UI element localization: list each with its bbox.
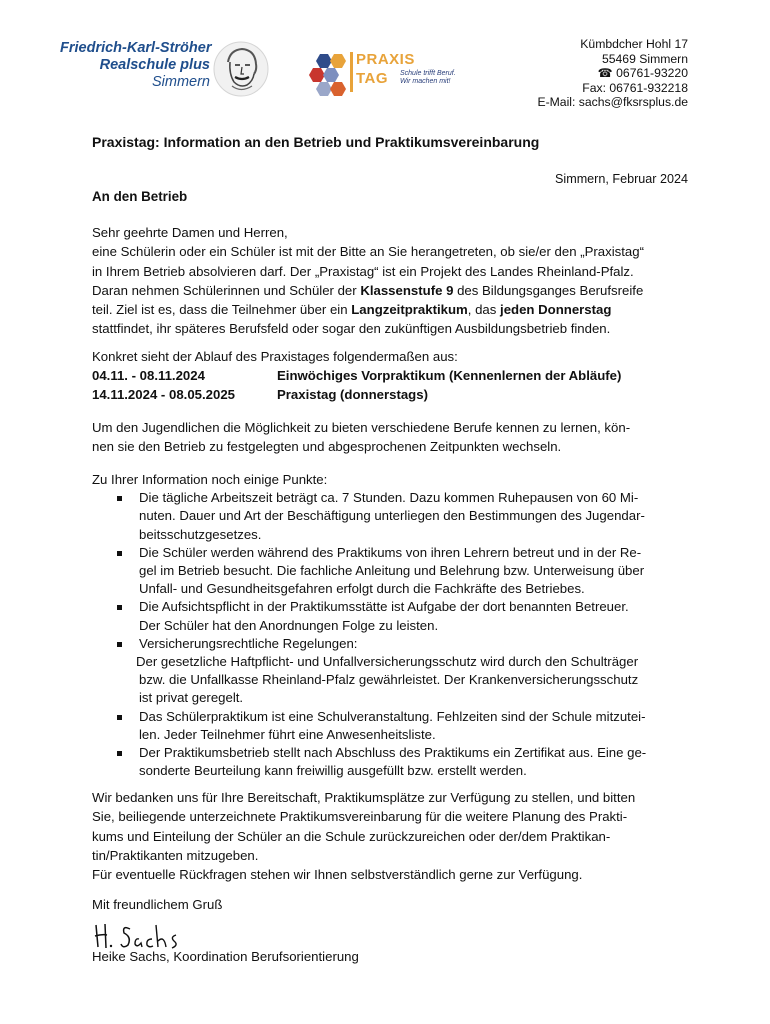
school-address	[537, 37, 688, 110]
intro-paragraph	[92, 223, 692, 339]
bullet-square-icon	[117, 551, 122, 556]
closing-line-3: kums und Einteilung der Schüler an die Schule zurückzureichen oder der/dem Praktikan-	[92, 828, 611, 844]
long-term-internship-emphasis: Langzeitpraktikum	[351, 302, 468, 318]
hexagon-cluster-icon	[308, 48, 350, 96]
bullet-square-icon	[117, 496, 122, 501]
school-logo	[60, 40, 210, 91]
point-line: Das Schülerpraktikum ist eine Schulveranstaltung. Fehlzeiten sind der Schule mitzutei-	[139, 708, 646, 724]
tag-word: TAG	[356, 70, 389, 87]
schedule-row	[92, 385, 621, 404]
list-item	[92, 744, 687, 780]
point-line: Die Aufsichtspflicht in der Praktikumsstätte ist Aufgabe der dort benannten Betreuer.	[139, 599, 629, 615]
point-line: Der Schüler hat den Anordnungen Folge zu leisten.	[139, 617, 439, 633]
intro-line-1: eine Schülerin oder ein Schüler ist mit der Bitte an Sie herangetreten, ob sie/er den „Praxistag“	[92, 244, 644, 260]
portrait-sketch-icon	[212, 40, 270, 98]
list-item	[92, 708, 687, 744]
address-city: 55469 Simmern	[601, 51, 688, 66]
bullet-square-icon	[117, 642, 122, 647]
bullet-square-icon	[117, 751, 122, 756]
document-title: Praxistag: Information an den Betrieb und Praktikumsvereinbarung	[92, 134, 540, 150]
praxis-word: PRAXIS	[356, 51, 415, 68]
list-item	[92, 635, 687, 708]
schedule-dates: 04.11. - 08.11.2024	[92, 368, 205, 383]
intro-line-3-pre: Daran nehmen Schülerinnen und Schüler der	[92, 282, 361, 298]
praxis-tagline-line-2: Wir machen mit!	[400, 78, 451, 85]
schedule-dates: 14.11.2024 - 08.05.2025	[92, 387, 235, 403]
change-line-1: Um den Jugendlichen die Möglichkeit zu bieten verschiedene Berufe kennen zu lernen, kön-	[92, 420, 631, 435]
point-line: Versicherungsrechtliche Regelungen:	[139, 635, 358, 651]
point-line: gel im Betrieb besucht. Die fachliche Anleitung und Belehrung bzw. Unterweisung über	[139, 563, 645, 579]
every-thursday-emphasis: jeden Donnerstag	[500, 302, 612, 318]
point-line: bzw. die Unfallkasse Rheinland-Pfalz gewährleistet. Der Krankenversicherungsschutz	[139, 672, 639, 688]
greeting: Sehr geehrte Damen und Herren,	[92, 225, 288, 240]
addressee: An den Betrieb	[92, 189, 188, 204]
point-line: Der gesetzliche Haftpflicht- und Unfallversicherungsschutz wird durch den Schulträger	[136, 654, 639, 670]
signer-name: Heike Sachs, Koordination Berufsorientierung	[92, 949, 359, 964]
school-name-line-2: Realschule plus	[99, 57, 210, 73]
schedule-desc: Praxistag (donnerstags)	[277, 387, 428, 403]
closing-paragraph	[92, 788, 692, 884]
point-line: Der Praktikumsbetrieb stellt nach Abschluss des Praktikums ein Zertifikat aus. Eine ge-	[139, 745, 647, 761]
point-line: nuten. Dauer und Art der Beschäftigung unterliegen den Bestimmungen des Jugendar-	[139, 508, 645, 524]
address-phone: ☎ 06761-93220	[597, 66, 688, 81]
schedule-lead: Konkret sieht der Ablauf des Praxistages folgendermaßen aus:	[92, 349, 458, 364]
regards: Mit freundlichem Gruß	[92, 897, 223, 912]
closing-line-5: Für eventuelle Rückfragen stehen wir Ihnen selbstverständlich gerne zur Verfügung.	[92, 867, 583, 883]
bullet-square-icon	[117, 715, 122, 720]
intro-line-3	[92, 281, 692, 300]
intro-line-4	[92, 300, 692, 319]
intro-line-4-pre: teil. Ziel ist es, dass die Teilnehmer über ein	[92, 302, 352, 318]
point-line: Die tägliche Arbeitszeit beträgt ca. 7 Stunden. Dazu kommen Ruhepausen von 60 Mi-	[139, 490, 639, 506]
list-item	[92, 544, 687, 599]
bullet-square-icon	[117, 605, 122, 610]
document-date: Simmern, Februar 2024	[555, 172, 688, 186]
point-line: len. Jeder Teilnehmer führt eine Anwesenheitsliste.	[139, 726, 436, 742]
list-item	[92, 598, 687, 634]
intro-line-4-mid: , das	[467, 302, 501, 318]
school-name-line-1: Friedrich-Karl-Ströher	[60, 40, 212, 56]
point-line: Unfall- und Gesundheitsgefahren erfolgt durch die Fachkräfte des Betriebes.	[139, 581, 585, 597]
praxis-tagline	[400, 70, 456, 86]
point-line: ist privat geregelt.	[139, 690, 244, 706]
point-line: Die Schüler werden während des Praktikums von ihren Lehrern betreut und in der Re-	[139, 544, 642, 560]
intro-line-3-post: des Bildungsganges Berufsreife	[453, 282, 644, 298]
address-email: E-Mail: sachs@fksrsplus.de	[537, 95, 688, 110]
address-street: Kümbdcher Hohl 17	[580, 37, 688, 51]
point-line: sonderte Beurteilung kann freiwillig ausgefüllt bzw. erstellt werden.	[139, 763, 527, 779]
schedule-desc: Einwöchiges Vorpraktikum (Kennenlernen der Abläufe)	[277, 368, 622, 383]
school-name-line-3: Simmern	[151, 74, 210, 90]
points-list	[92, 489, 687, 780]
praxis-tagline-line-1: Schule trifft Beruf.	[400, 70, 456, 77]
list-item	[92, 489, 687, 544]
closing-line-2: Sie, beiliegende unterzeichnete Praktikumsvereinbarung für die weitere Planung des Prakti-	[92, 809, 628, 825]
change-line-2: nen sie den Betrieb zu festgelegten und abgesprochenen Zeitpunkten wechseln.	[92, 439, 562, 455]
intro-line-2: in Ihrem Betrieb absolvieren darf. Der „Praxistag“ ist ein Projekt des Landes Rheinland-Pfalz.	[92, 263, 634, 279]
closing-line-4: tin/Praktikanten mitzugeben.	[92, 847, 259, 863]
grade-level-emphasis: Klassenstufe 9	[360, 282, 454, 298]
intro-line-5: stattfindet, ihr späteres Berufsfeld oder sogar den zukünftigen Ausbildungsbetrieb finden.	[92, 321, 611, 337]
points-intro: Zu Ihrer Information noch einige Punkte:	[92, 472, 328, 487]
schedule-row	[92, 366, 621, 385]
point-line: beitsschutzgesetzes.	[139, 526, 262, 542]
closing-line-1: Wir bedanken uns für Ihre Bereitschaft, Praktikumsplätze zur Verfügung zu stellen, und bitten	[92, 790, 636, 805]
praxis-divider	[350, 52, 353, 92]
address-fax: Fax: 06761-932218	[582, 80, 688, 95]
praxistag-logo	[308, 48, 458, 96]
schedule-table	[92, 366, 621, 405]
info-points	[92, 471, 687, 780]
change-paragraph	[92, 418, 692, 457]
